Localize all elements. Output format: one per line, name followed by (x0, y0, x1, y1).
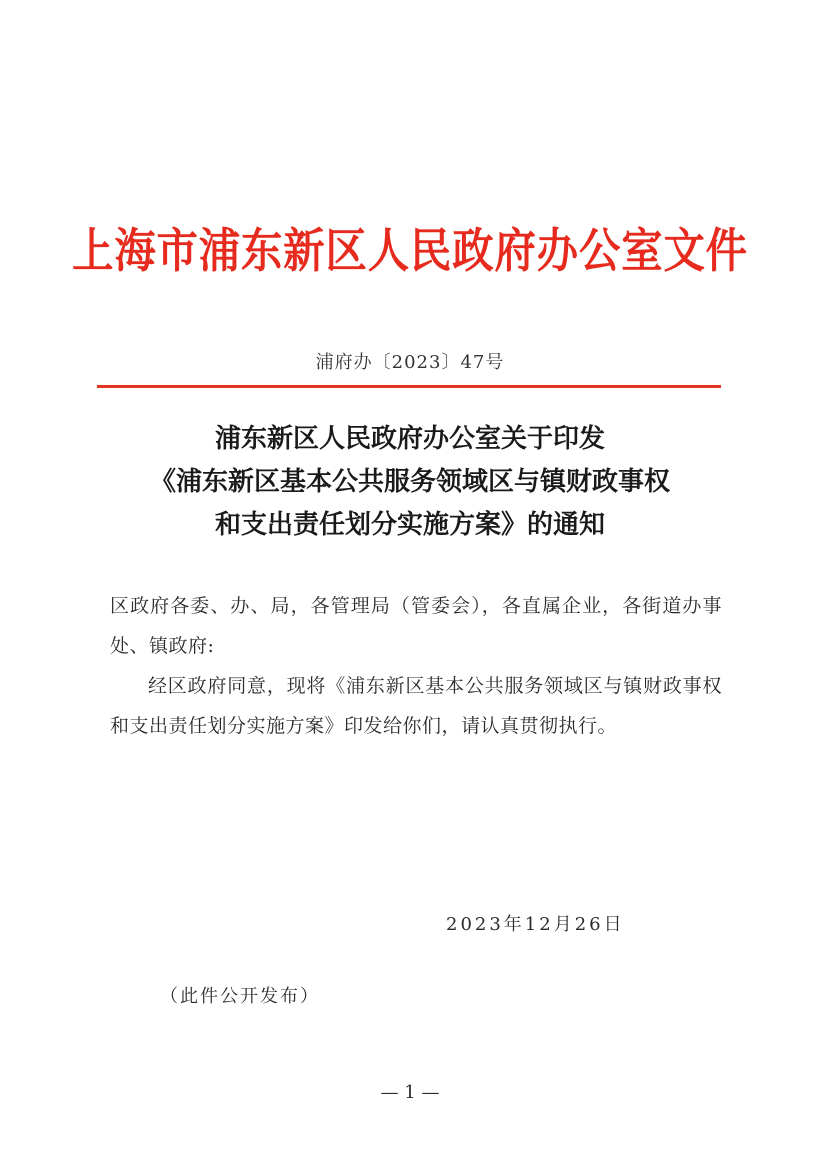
notice-title-line-2: 《浦东新区基本公共服务领域区与镇财政事权 (149, 467, 670, 497)
red-header-title: 上海市浦东新区人民政府办公室文件 (72, 224, 748, 279)
addressee-line: 区政府各委、办、局，各管理局（管委会），各直属企业，各街道办事处、镇政府: (110, 595, 722, 657)
notice-title-line-3: 和支出责任划分实施方案》的通知 (214, 510, 605, 540)
notice-body (110, 586, 722, 746)
red-divider-rule (97, 385, 721, 388)
notice-title (0, 418, 820, 547)
document-number: 浦府办〔2023〕47号 (315, 352, 505, 373)
notice-title-line-1: 浦东新区人民政府办公室关于印发 (214, 424, 605, 454)
page-number: — 1 — (380, 1082, 440, 1103)
body-paragraph: 经区政府同意，现将《浦东新区基本公共服务领域区与镇财政事权和支出责任划分实施方案》印发给你们，请认真贯彻执行。 (110, 675, 722, 737)
issue-date: 2023年12月26日 (446, 914, 625, 935)
publication-note: （此件公开发布） (160, 986, 320, 1007)
